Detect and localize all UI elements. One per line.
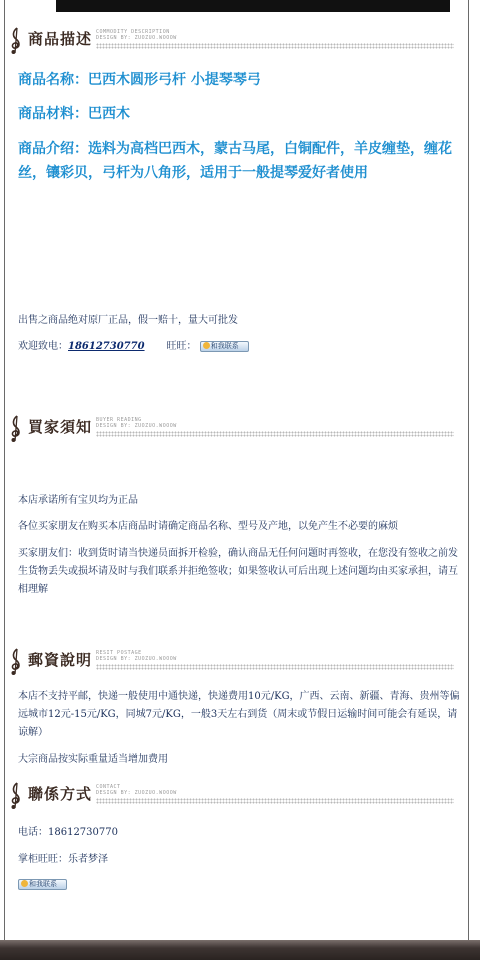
phone-link[interactable]: 18612730770 bbox=[68, 341, 145, 352]
dotted-divider bbox=[96, 664, 454, 670]
dotted-divider bbox=[96, 43, 454, 49]
section-header-shipping bbox=[8, 647, 464, 679]
section-subtitle-line: DESIGN BY: ZUOZUO.WOOOW bbox=[96, 423, 177, 429]
section-subtitle-line: RESIT POSTAGE bbox=[96, 650, 142, 656]
section-title: 商品描述 bbox=[28, 30, 93, 48]
phone-row bbox=[18, 338, 464, 356]
product-intro: 商品介绍：选料为高档巴西木，蒙古马尾，白铜配件，羊皮缠垫，缠花丝，镶彩贝，弓杆为八角形，适用于一般提琴爱好者使用 bbox=[18, 141, 452, 181]
section-title: 聯係方式 bbox=[28, 785, 93, 803]
contact-button-row bbox=[18, 876, 464, 894]
section-subtitle-line: DESIGN BY: ZUOZUO.WOOOW bbox=[96, 790, 177, 796]
guarantee-text: 出售之商品绝对原厂正品，假一赔十，量大可批发 bbox=[18, 315, 238, 326]
wangwang-icon bbox=[203, 342, 210, 349]
treble-clef-icon bbox=[8, 647, 24, 677]
contact-me-button[interactable] bbox=[200, 341, 249, 352]
section-subtitle-line: DESIGN BY: ZUOZUO.WOOOW bbox=[96, 656, 177, 662]
contact-button-label: 和我联系 bbox=[210, 342, 239, 350]
dotted-divider bbox=[96, 431, 454, 437]
bottom-bar bbox=[0, 940, 480, 960]
section-title: 買家須知 bbox=[28, 418, 93, 436]
section-header-buyer-notice bbox=[8, 414, 464, 446]
wangwang-label: 旺旺： bbox=[166, 341, 197, 352]
treble-clef-icon bbox=[8, 414, 24, 444]
wangwang-icon bbox=[21, 880, 28, 887]
section-subtitle bbox=[96, 650, 177, 662]
treble-clef-icon bbox=[8, 781, 24, 811]
contact-shopkeeper: 掌柜旺旺：乐者梦泽 bbox=[18, 854, 108, 865]
shipping-line-1: 本店不支持平邮，快递一般使用中通快递，快递费用10元/KG，广西、云南、新疆、青海、贵州等偏远城市12元-15元/KG，同城7元/KG，一般3天左右到货（周末或节假日运输时间可能会有延误，请谅解） bbox=[18, 691, 460, 738]
section-subtitle bbox=[96, 417, 177, 429]
section-header-contact bbox=[8, 781, 464, 813]
section-header-description bbox=[8, 26, 464, 58]
section-subtitle-line: BUYER READING bbox=[96, 417, 142, 423]
section-title: 郵資說明 bbox=[28, 651, 93, 669]
section-subtitle-line: CONTACT bbox=[96, 784, 121, 790]
phone-label: 欢迎致电： bbox=[18, 341, 68, 352]
section-subtitle bbox=[96, 784, 177, 796]
product-material: 商品材料：巴西木 bbox=[18, 106, 130, 122]
notice-line-2: 各位买家朋友在购买本店商品时请确定商品名称、型号及产地，以免产生不必要的麻烦 bbox=[18, 521, 398, 532]
section-subtitle bbox=[96, 29, 177, 41]
notice-line-1: 本店承诺所有宝贝均为正品 bbox=[18, 495, 138, 506]
notice-line-3: 买家朋友们：收到货时请当快递员面拆开检验，确认商品无任何问题时再签收，在您没有签收之前发生货物丢失或损坏请及时与我们联系并拒绝签收；如果签收认可后出现上述问题均由买家承担，请互相理解 bbox=[18, 548, 458, 595]
shipping-line-2: 大宗商品按实际重量适当增加费用 bbox=[18, 754, 168, 765]
contact-me-button[interactable] bbox=[18, 879, 67, 890]
contact-phone: 电话：18612730770 bbox=[18, 827, 118, 838]
section-subtitle-line: COMMODITY DESCRIPTION bbox=[96, 29, 170, 35]
contact-button-label: 和我联系 bbox=[29, 880, 57, 888]
dotted-divider bbox=[96, 798, 454, 804]
top-banner-bar bbox=[56, 0, 450, 12]
product-name: 商品名称：巴西木圆形弓杆 小提琴琴弓 bbox=[18, 72, 261, 88]
treble-clef-icon bbox=[8, 26, 24, 56]
section-subtitle-line: DESIGN BY: ZUOZUO.WOOOW bbox=[96, 35, 177, 41]
